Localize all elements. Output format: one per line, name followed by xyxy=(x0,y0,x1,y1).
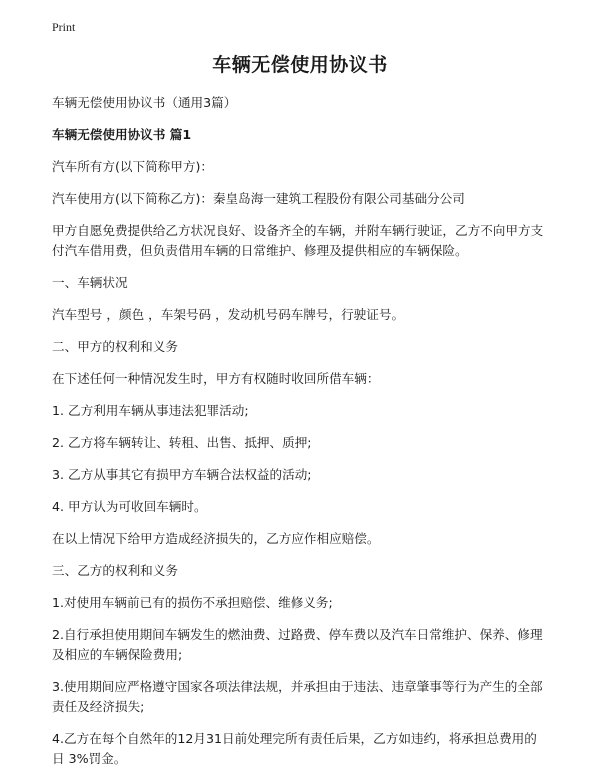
list-item-b2: 2.自行承担使用期间车辆发生的燃油费、过路费、停车费以及汽车日常维护、保养、修理及相应的车辆保险费用; xyxy=(52,627,543,662)
list-item-b1: 1.对使用车辆前已有的损伤不承担赔偿、维修义务; xyxy=(52,595,333,610)
heading-vehicle-status: 一、车辆状况 xyxy=(52,275,128,290)
paragraph-owner: 汽车所有方(以下简称甲方)： xyxy=(52,159,213,174)
list-item-a3: 3. 乙方从事其它有损甲方车辆合法权益的活动; xyxy=(52,467,312,482)
paragraph-terms: 甲方自愿免费提供给乙方状况良好、设备齐全的车辆，并附车辆行驶证，乙方不向甲方支付汽车借用费，但负责借用车辆的日常维护、修理及提供相应的车辆保险。 xyxy=(52,223,544,258)
paragraph-user: 汽车使用方(以下简称乙方)：秦皇岛海一建筑工程股份有限公司基础分公司 xyxy=(52,191,465,206)
list-item-a4: 4. 甲方认为可收回车辆时。 xyxy=(52,499,207,514)
list-item-b4: 4.乙方在每个自然年的12月31日前处理完所有责任后果，乙方如违约，将承担总费用的日 3%罚金。 xyxy=(52,731,537,766)
paragraph-compensation: 在以上情况下给甲方造成经济损失的，乙方应作相应赔偿。 xyxy=(52,531,380,546)
list-item-b3: 3.使用期间应严格遵守国家各项法律法规，并承担由于违法、违章肇事等行为产生的全部责任及经济损失; xyxy=(52,679,543,714)
document-subtitle: 车辆无偿使用协议书（通用3篇） xyxy=(52,95,237,110)
print-label: Print xyxy=(52,20,76,34)
list-item-a1: 1. 乙方利用车辆从事违法犯罪活动; xyxy=(52,403,249,418)
paragraph-vehicle-details: 汽车型号 ，颜色 ，车架号码 ，发动机号码车牌号，行驶证号。 xyxy=(52,307,405,322)
heading-party-b-rights: 三、乙方的权利和义务 xyxy=(52,563,178,578)
list-item-a2: 2. 乙方将车辆转让、转租、出售、抵押、质押; xyxy=(52,435,312,450)
heading-party-a-rights: 二、甲方的权利和义务 xyxy=(52,339,178,354)
document-title: 车辆无偿使用协议书 xyxy=(212,54,388,76)
section-heading: 车辆无偿使用协议书 篇1 xyxy=(52,127,192,142)
paragraph-recall-conditions: 在下述任何一种情况发生时，甲方有权随时收回所借车辆： xyxy=(52,371,380,386)
document-body xyxy=(52,93,548,781)
